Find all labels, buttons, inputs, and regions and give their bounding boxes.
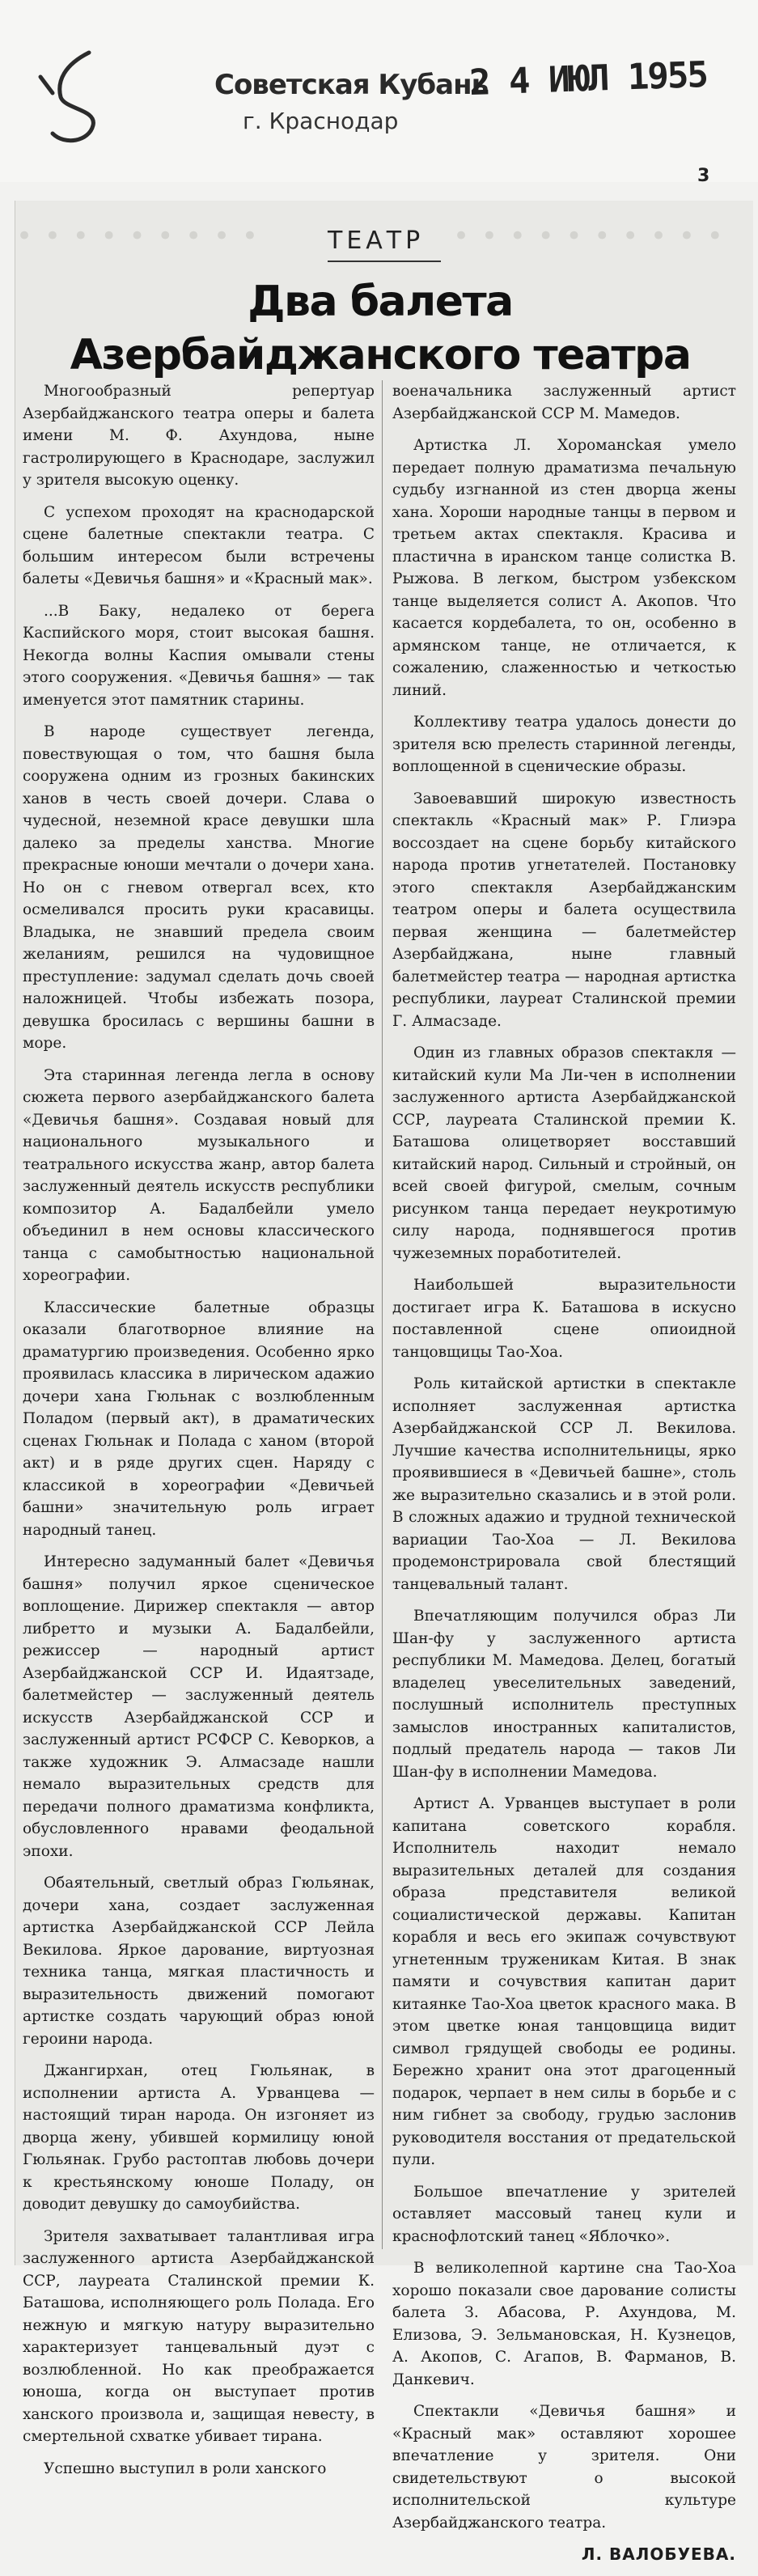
- paragraph: В великолепной картине сна Тао-Хоа хорошо показали свое дарование солисты балета З. Абасова, Р. Ахундова, М. Елизова, Э. Зельмановская, Н. Кузнецов, А. Акопов, С. Агапов, В. Фарманов, В. Данкевич.: [392, 2260, 736, 2388]
- paragraph: Спектакли «Девичья башня» и «Красный мак» оставляют хорошее впечатление у зрителя. Они свидетельствуют о высокой исполнительской культуре Азербайджанского театра.: [392, 2403, 736, 2532]
- article-headline: Два балета Азербайджанского театра: [70, 278, 691, 379]
- newspaper-name: Советская Кубань: [214, 69, 489, 101]
- paragraph: Успешно выступил в роли ханского: [44, 2459, 327, 2477]
- date-stamp: 2 4 ИЮЛ 1955: [468, 53, 708, 104]
- right-column: [392, 380, 736, 2576]
- paragraph: Коллективу театра удалось донести до зрителя всю прелесть старинной легенды, воплощенной в сценические образы.: [392, 714, 736, 775]
- handwritten-mark: [32, 44, 121, 158]
- rubric-label: ТЕАТР: [328, 227, 425, 255]
- paragraph: Классические балетные образцы оказали благотворное влияние на драматургию произведения. Особенно ярко проявилась классика в лирическом адажио дочери хана Гюльнак с возлюбленным Поладом (первый акт), в драматических сценах Гюльнак и Полада с ханом (второй акт) и в ряде других сцен. Наряду с классикой в хореографии «Девичьей башни» значительную роль играет народный танец.: [23, 1299, 375, 1539]
- author-signature: Л. ВАЛОБУЕВА.: [581, 2544, 736, 2564]
- paragraph: Многообразный репертуар Азербайджанского театра оперы и балета имени М. Ф. Ахундова, ныне гастролирующего в Краснодаре, заслужил у зрителя высокую оценку.: [23, 383, 375, 489]
- paragraph: Впечатляющим получился образ Ли Шан-фу у заслуженного артиста республики М. Мамедова. Делец, богатый владелец увеселительных заведений, послушный исполнитель преступных замыслов иностранных капиталистов, подлый предатель народа — таков Ли Шан-фу в исполнении Мамедова.: [392, 1608, 736, 1781]
- paragraph: ...В Баку, недалеко от берега Каспийского моря, стоит высокая башня. Некогда волны Каспия омывали стены этого сооружения. «Девичья башня» — так именуется этот памятник старины.: [23, 602, 375, 709]
- left-column: [23, 380, 375, 2489]
- page-number: 3: [697, 166, 710, 186]
- paragraph: Завоевавший широкую известность спектакль «Красный мак» Р. Глиэра воссоздает на сцене борьбу китайского народа против угнетателей. Постановку этого спектакля Азербайджанским театром оперы и балета осуществила первая женщина — балетмейстер Азербайджана, ныне главный балетмейстер театра — народная артистка республики, лауреат Сталинской премии Г. Алмасзаде.: [392, 790, 736, 1030]
- paragraph: Зрителя захватывает талантливая игра заслуженного артиста Азербайджанской ССР, лауреата Сталинской премии К. Баташова, исполняющего роль Полада. Его нежную и мягкую натуру выразительно характеризует танцевальный дуэт с возлюбленной. Но как преображается юноша, когда он выступает против ханского произвола и, защищая невесту, в смертельной схватке убивает тирана.: [23, 2227, 375, 2445]
- paragraph: Обаятельный, светлый образ Гюльянак, дочери хана, создает заслуженная артистка Азербайджанской ССР Лейла Векилова. Яркое дарование, виртуозная техника танца, мягкая пластичность и выразительность движений помогают артистке создать чарующий образ юной героини народа.: [23, 1875, 375, 2048]
- rubric-underline: [328, 261, 441, 262]
- paragraph: Один из главных образов спектакля — китайский кули Ма Ли-чен в исполнении заслуженного артиста Азербайджанской ССР, лауреата Сталинской премии К. Баташова олицетворяет восставший китайский народ. Сильный и стройный, он всей своей фигурой, смелым, сочным рисунком танца передает неукротимую силу народа, поднявшегося против чужеземных поработителей.: [392, 1044, 736, 1262]
- paragraph: Наибольшей выразительности достигает игра К. Баташова в искусно поставленной сцене опиоидной танцовщицы Тао-Хоа.: [392, 1277, 736, 1361]
- bleed-through-text: • • • • • • • • • • • • • • • • • • •: [16, 220, 725, 252]
- paragraph: Джангирхан, отец Гюльянак, в исполнении артиста А. Урванцева — настоящий тиран народа. Он изгоняет из дворца жену, убившей кормилицу юной Гюльянак. Грубо растоптав любовь дочери к крестьянскому юноше Поладу, он доводит девушку до самоубийства.: [23, 2062, 375, 2213]
- paragraph: Большое впечатление у зрителей оставляет массовый танец кули и краснофлотский танец «Яблочко».: [392, 2183, 736, 2245]
- paragraph: В народе существует легенда, повествующая о том, что башня была сооружена одним из грозных бакинских ханов в честь своей дочери. Слава о чудесной, неземной красе девушки шла далеко за пределы ханства. Многие прекрасные юноши мечтали о дочери хана. Но он с гневом отвергал всех, кто осмеливался просить руки красавицы. Владыка, не знавший предела своим желаниям, решился на чудовищное преступление: задумал сделать дочь своей наложницей. Чтобы избежать позора, девушка бросилась с вершины башни в море.: [23, 723, 375, 1052]
- paragraph: Артист А. Урванцев выступает в роли капитана советского корабля. Исполнитель находит немало выразительных деталей для создания образа представителя великой социалистической державы. Капитан корабля и весь его экипаж сочувствуют угнетенным труженикам Китая. В знак памяти и сочувствия капитан дарит китаянке Тао-Хоа цветок красного мака. В этом цветке юная танцовщица видит символ грядущей свободы ее родины. Бережно хранит она этот драгоценный подарок, черпает в нем силы в борьбе и с ним гибнет за свободу, грудью заслонив руководителя восстания от предательской пули.: [392, 1795, 736, 2168]
- city-label: г. Краснодар: [243, 108, 399, 134]
- paragraph: Артистка Л. Хоромансkая умело передает полную драматизма печальную судьбу изгнанной из стен дворца жены хана. Хороши народные танцы в первом и третьем актах спектакля. Красива и пластична в иранском танце солистка В. Рыжова. В легком, быстром узбекском танце выделяется солист А. Акопов. Что касается кордебалета, то он, особенно в армянском танце, не отличается, к сожалению, слаженностью и четкостью линий.: [392, 437, 736, 699]
- paragraph: Роль китайской артистки в спектакле исполняет заслуженная артистка Азербайджанской ССР Л. Векилова. Лучшие качества исполнительницы, ярко проявившиеся в «Девичьей башне», столь же выразительно сказались и в этой роли. В сложных адажио и трудной технической вариации Тао-Хоа — Л. Векилова продемонстрировала свой блестящий танцевальный талант.: [392, 1375, 736, 1593]
- archive-header: [0, 0, 758, 186]
- paragraph: военачальника заслуженный артист Азербайджанской ССР М. Мамедов.: [392, 383, 736, 422]
- paragraph: С успехом проходят на краснодарской сцене балетные спектакли театра. С большим интересом были встречены балеты «Девичья башня» и «Красный мак».: [23, 503, 375, 587]
- paragraph: Эта старинная легенда легла в основу сюжета первого азербайджанского балета «Девичья башня». Создавая новый для национального музыкального и театрального искусства жанр, автор балета заслуженный деятель искусств республики композитор А. Бадалбейли умело объединил в нем основы классического танца с самобытностью национальной хореографии.: [23, 1066, 375, 1284]
- column-divider: [382, 380, 383, 2249]
- paragraph: Интересно задуманный балет «Девичья башня» получил яркое сценическое воплощение. Дирижер спектакля — автор либретто и музыки А. Бадалбейли, режиссер — народный артист Азербайджанской ССР И. Идаятзаде, балетмейстер — заслуженный деятель искусств Азербайджанской ССР и заслуженный артист РСФСР С. Кеворков, а также художник Э. Алмасзаде нашли немало выразительных средств для передачи полного драматизма конфликта, обусловленного нравами феодальной эпохи.: [23, 1553, 375, 1860]
